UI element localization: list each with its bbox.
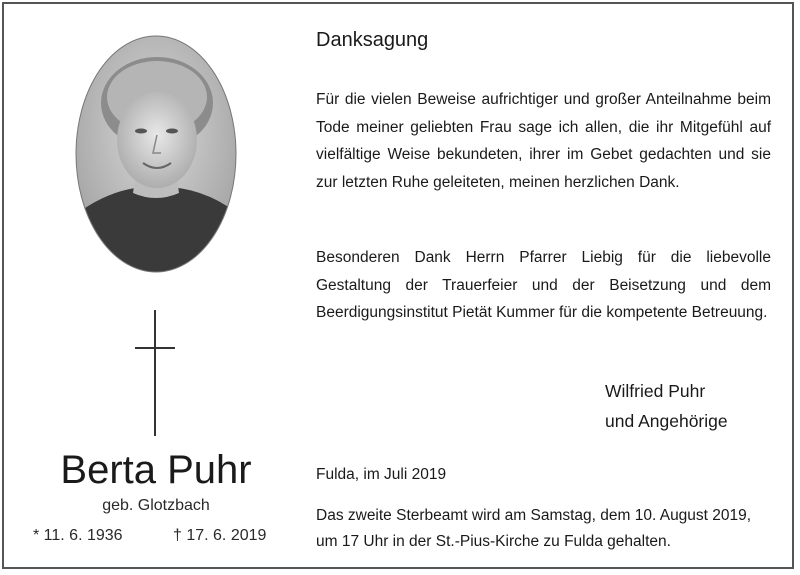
place-date: Fulda, im Juli 2019 bbox=[316, 466, 447, 483]
notice-title: Danksagung bbox=[316, 29, 429, 51]
maiden-name: geb. Glotzbach bbox=[102, 497, 210, 514]
signature-line-1: Wilfried Puhr bbox=[605, 381, 706, 401]
death-date: † 17. 6. 2019 bbox=[173, 527, 267, 544]
deceased-name: Berta Puhr bbox=[60, 448, 252, 492]
signature-line-2: und Angehörige bbox=[605, 411, 728, 431]
signature bbox=[605, 376, 728, 436]
cross-icon bbox=[135, 310, 175, 436]
thanks-paragraph-1: Für die vielen Beweise aufrichtiger und großer Anteilnahme beim Tode meiner geliebten Frau sage ich allen, die ihr Mitgefühl auf vielfältige Weise bekundeten, ihrer im Gebet gedachten und sie zur letzten Ruhe geleiteten, meinen herzlichen Dank. bbox=[316, 91, 771, 191]
cross-vertical-bar bbox=[154, 310, 156, 436]
service-line-2: um 17 Uhr in der St.-Pius-Kirche zu Fulda gehalten. bbox=[316, 533, 671, 550]
service-announcement bbox=[316, 503, 786, 555]
birth-date: * 11. 6. 1936 bbox=[33, 527, 123, 544]
cross-horizontal-bar bbox=[135, 347, 175, 349]
service-line-1: Das zweite Sterbeamt wird am Samstag, dem 10. August 2019, bbox=[316, 507, 752, 524]
thanks-paragraph-2: Besonderen Dank Herrn Pfarrer Liebig für die liebevolle Gestaltung der Trauerfeier und der Beisetzung und dem Beerdigungsinstitut Pietät Kummer für die kompetente Betreuung. bbox=[316, 249, 771, 321]
portrait-photo bbox=[75, 35, 237, 273]
